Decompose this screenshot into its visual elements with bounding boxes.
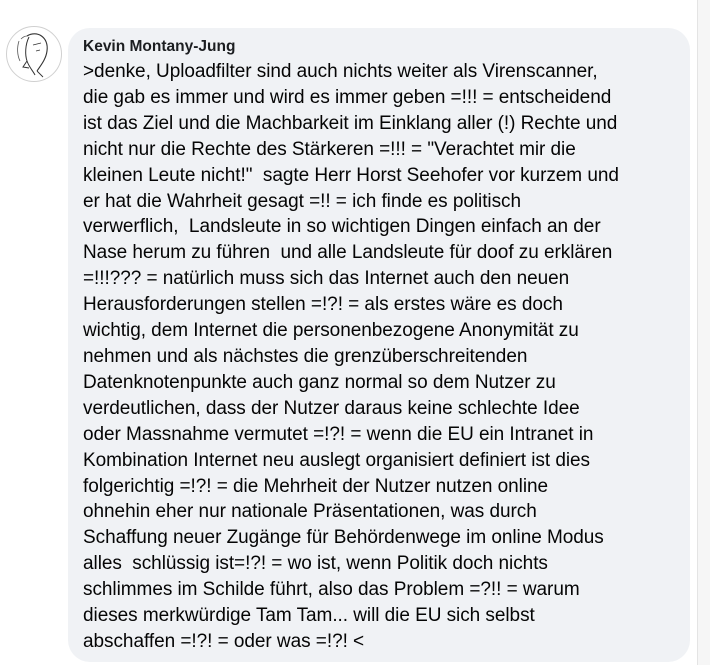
comment-line: Schaffung neuer Zugänge für Behördenwege im online Modus	[83, 527, 604, 549]
comment-line: oder Massnahme vermutet =!?! = wenn die EU ein Intranet in	[83, 423, 594, 445]
comment-line: Datenknotenpunkte auch ganz normal so dem Nutzer zu	[83, 371, 556, 393]
comment-line: er hat die Wahrheit gesagt =!! = ich finde es politisch	[83, 190, 522, 212]
comment-line: Kombination Internet neu auslegt organisiert definiert ist dies	[83, 449, 590, 471]
scrollbar[interactable]	[697, 0, 710, 665]
comment-body	[83, 59, 676, 655]
comment-author-name[interactable]: Kevin Montany-Jung	[83, 38, 236, 55]
comment-line: verdeutlichen, dass der Nutzer daraus keine schlechte Idee	[83, 397, 580, 419]
comment-line: verwerflich, Landsleute in so wichtigen Dingen einfach an der	[83, 216, 601, 238]
sketch-face-icon	[7, 27, 61, 81]
comment-bubble	[68, 28, 690, 662]
comment-line: >denke, Uploadfilter sind auch nichts weiter als Virenscanner,	[83, 61, 598, 82]
comment-line: schlimmes im Schilde führt, also das Problem =?!! = warum	[83, 579, 580, 601]
comment-line: nehmen und als nächstes die grenzüberschreitenden	[83, 345, 528, 367]
comment-line: wichtig, dem Internet die personenbezogene Anonymität zu	[83, 320, 579, 342]
avatar[interactable]	[6, 26, 62, 82]
comment-line: ohnehin eher nur nationale Präsentationen, was durch	[83, 501, 537, 523]
comment-line: kleinen Leute nicht!" sagte Herr Horst Seehofer vor kurzem und	[83, 164, 619, 186]
comment-line: nicht nur die Rechte des Stärkeren =!!! = "Verachtet mir die	[83, 138, 576, 160]
comment-line: alles schlüssig ist=!?! = wo ist, wenn Politik doch nichts	[83, 553, 548, 575]
comment-line: ist das Ziel und die Machbarkeit im Einklang aller (!) Rechte und	[83, 112, 618, 134]
comment-line: Nase herum zu führen und alle Landsleute für doof zu erklären	[83, 242, 613, 264]
comment-line: Herausforderungen stellen =!?! = als erstes wäre es doch	[83, 294, 563, 316]
comment-line: abschaffen =!?! = oder was =!?! <	[83, 630, 365, 652]
comment-line: =!!!??? = natürlich muss sich das Internet auch den neuen	[83, 268, 570, 290]
comment-line: folgerichtig =!?! = die Mehrheit der Nutzer nutzen online	[83, 475, 549, 497]
comment-line: dieses merkwürdige Tam Tam... will die EU sich selbst	[83, 605, 535, 627]
comment-line: die gab es immer und wird es immer geben =!!! = entscheidend	[83, 86, 612, 108]
